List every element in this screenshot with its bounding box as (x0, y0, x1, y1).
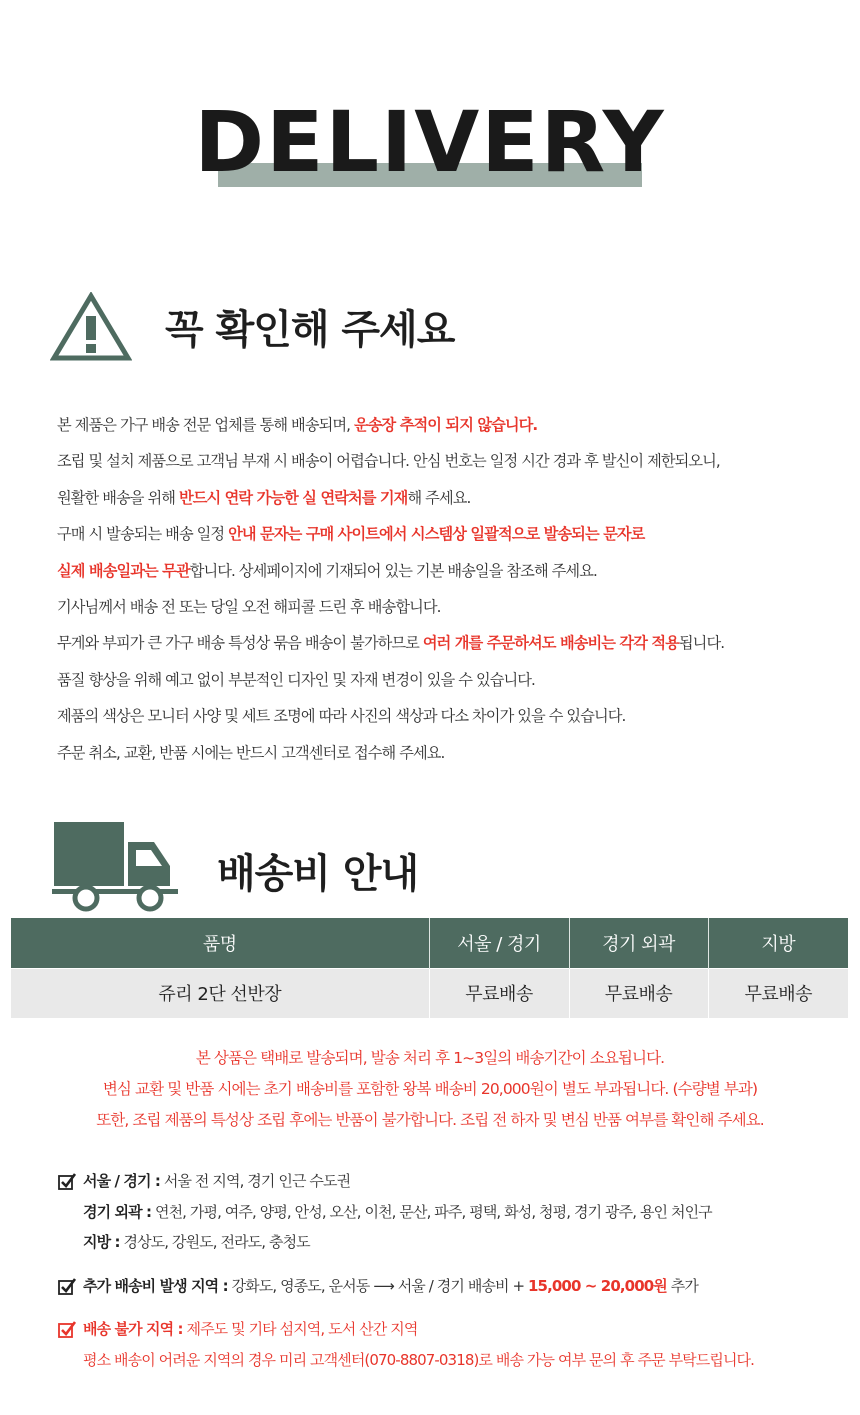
page-title: DELIVERY (194, 93, 666, 191)
table-cell-seoul: 무료배송 (429, 968, 569, 1018)
table-cell-product: 쥬리 2단 선반장 (11, 968, 429, 1018)
table-row (11, 968, 848, 1018)
notice-line: 본 제품은 가구 배송 전문 업체를 통해 배송되며, 운송장 추적이 되지 않습니다. (57, 416, 538, 434)
shipping-title: 배송비 안내 (217, 851, 419, 897)
region-extra-fee: 추가 배송비 발생 지역 : 강화도, 영종도, 운서동 ⟶ 서울 / 경기 배송비 + 15,000 ~ 20,000원 추가 (58, 1271, 848, 1302)
notice-line: 제품의 색상은 모니터 사양 및 세트 조명에 따라 사진의 색상과 다소 차이가 있을 수 있습니다. (57, 707, 626, 726)
column-header-local: 지방 (708, 918, 848, 968)
region-unavailable-note: 평소 배송이 어려운 지역의 경우 미리 고객센터(070-8807-0318)로 배송 가능 여부 문의 후 주문 부탁드립니다. (83, 1350, 754, 1369)
column-header-seoul: 서울 / 경기 (429, 918, 569, 968)
notice-title: 꼭 확인해 주세요 (165, 307, 455, 353)
shipping-note: 변심 교환 및 반품 시에는 초기 배송비를 포함한 왕복 배송비 20,000원이 별도 부과됩니다. (수량별 부과) (102, 1080, 758, 1098)
notice-line: 품질 향상을 위해 예고 없이 부분적인 디자인 및 자재 변경이 있을 수 있습니다. (57, 670, 535, 689)
table-cell-outer: 무료배송 (569, 968, 708, 1018)
table-cell-local: 무료배송 (708, 968, 848, 1018)
notice-header (50, 292, 455, 362)
notice-line: 주문 취소, 교환, 반품 시에는 반드시 고객센터로 접수해 주세요. (57, 743, 445, 762)
region-outer: 경기 외곽 : 연천, 가평, 여주, 양평, 안성, 오산, 이천, 문산, 파주, 평택, 화성, 청평, 경기 광주, 용인 처인구 (83, 1202, 712, 1221)
notice-line: 조립 및 설치 제품으로 고객님 부재 시 배송이 어렵습니다. 안심 번호는 일정 시간 경과 후 발신이 제한되오니, (57, 452, 720, 471)
notice-list (57, 407, 847, 771)
region-seoul: 서울 / 경기 : 서울 전 지역, 경기 인근 수도권 (58, 1166, 848, 1197)
shipping-notes (0, 1043, 860, 1136)
shipping-note: 본 상품은 택배로 발송되며, 발송 처리 후 1~3일의 배송기간이 소요됩니다. (195, 1049, 665, 1067)
region-local: 지방 : 경상도, 강원도, 전라도, 충청도 (83, 1233, 310, 1251)
notice-line: 원활한 배송을 위해 반드시 연락 가능한 실 연락처를 기재해 주세요. (57, 488, 471, 507)
checkbox-checked-icon (58, 1321, 76, 1338)
column-header-outer: 경기 외곽 (569, 918, 708, 968)
column-header-product: 품명 (11, 918, 429, 968)
table-header-row (11, 918, 848, 968)
checkbox-checked-icon (58, 1173, 76, 1190)
notice-line: 무게와 부피가 큰 가구 배송 특성상 묶음 배송이 불가하므로 여러 개를 주문하셔도 배송비는 각각 적용됩니다. (57, 634, 725, 653)
notice-line: 실제 배송일과는 무관합니다. 상세페이지에 기재되어 있는 기본 배송일을 참조해 주세요. (57, 561, 597, 580)
checkbox-checked-icon (58, 1278, 76, 1295)
region-info (58, 1166, 848, 1375)
region-unavailable: 배송 불가 지역 : 제주도 및 기타 섬지역, 도서 산간 지역 (58, 1314, 848, 1345)
notice-line: 기사님께서 배송 전 또는 당일 오전 해피콜 드린 후 배송합니다. (57, 598, 441, 617)
notice-line: 구매 시 발송되는 배송 일정 안내 문자는 구매 사이트에서 시스템상 일괄적으로 발송되는 문자로 (57, 525, 645, 544)
delivery-truck-icon (52, 820, 180, 912)
shipping-fee-table (11, 918, 848, 1018)
delivery-header (0, 95, 860, 195)
shipping-note: 또한, 조립 제품의 특성상 조립 후에는 반품이 불가합니다. 조립 전 하자 및 변심 반품 여부를 확인해 주세요. (96, 1111, 764, 1129)
warning-triangle-icon (50, 292, 132, 362)
shipping-header (52, 820, 419, 912)
